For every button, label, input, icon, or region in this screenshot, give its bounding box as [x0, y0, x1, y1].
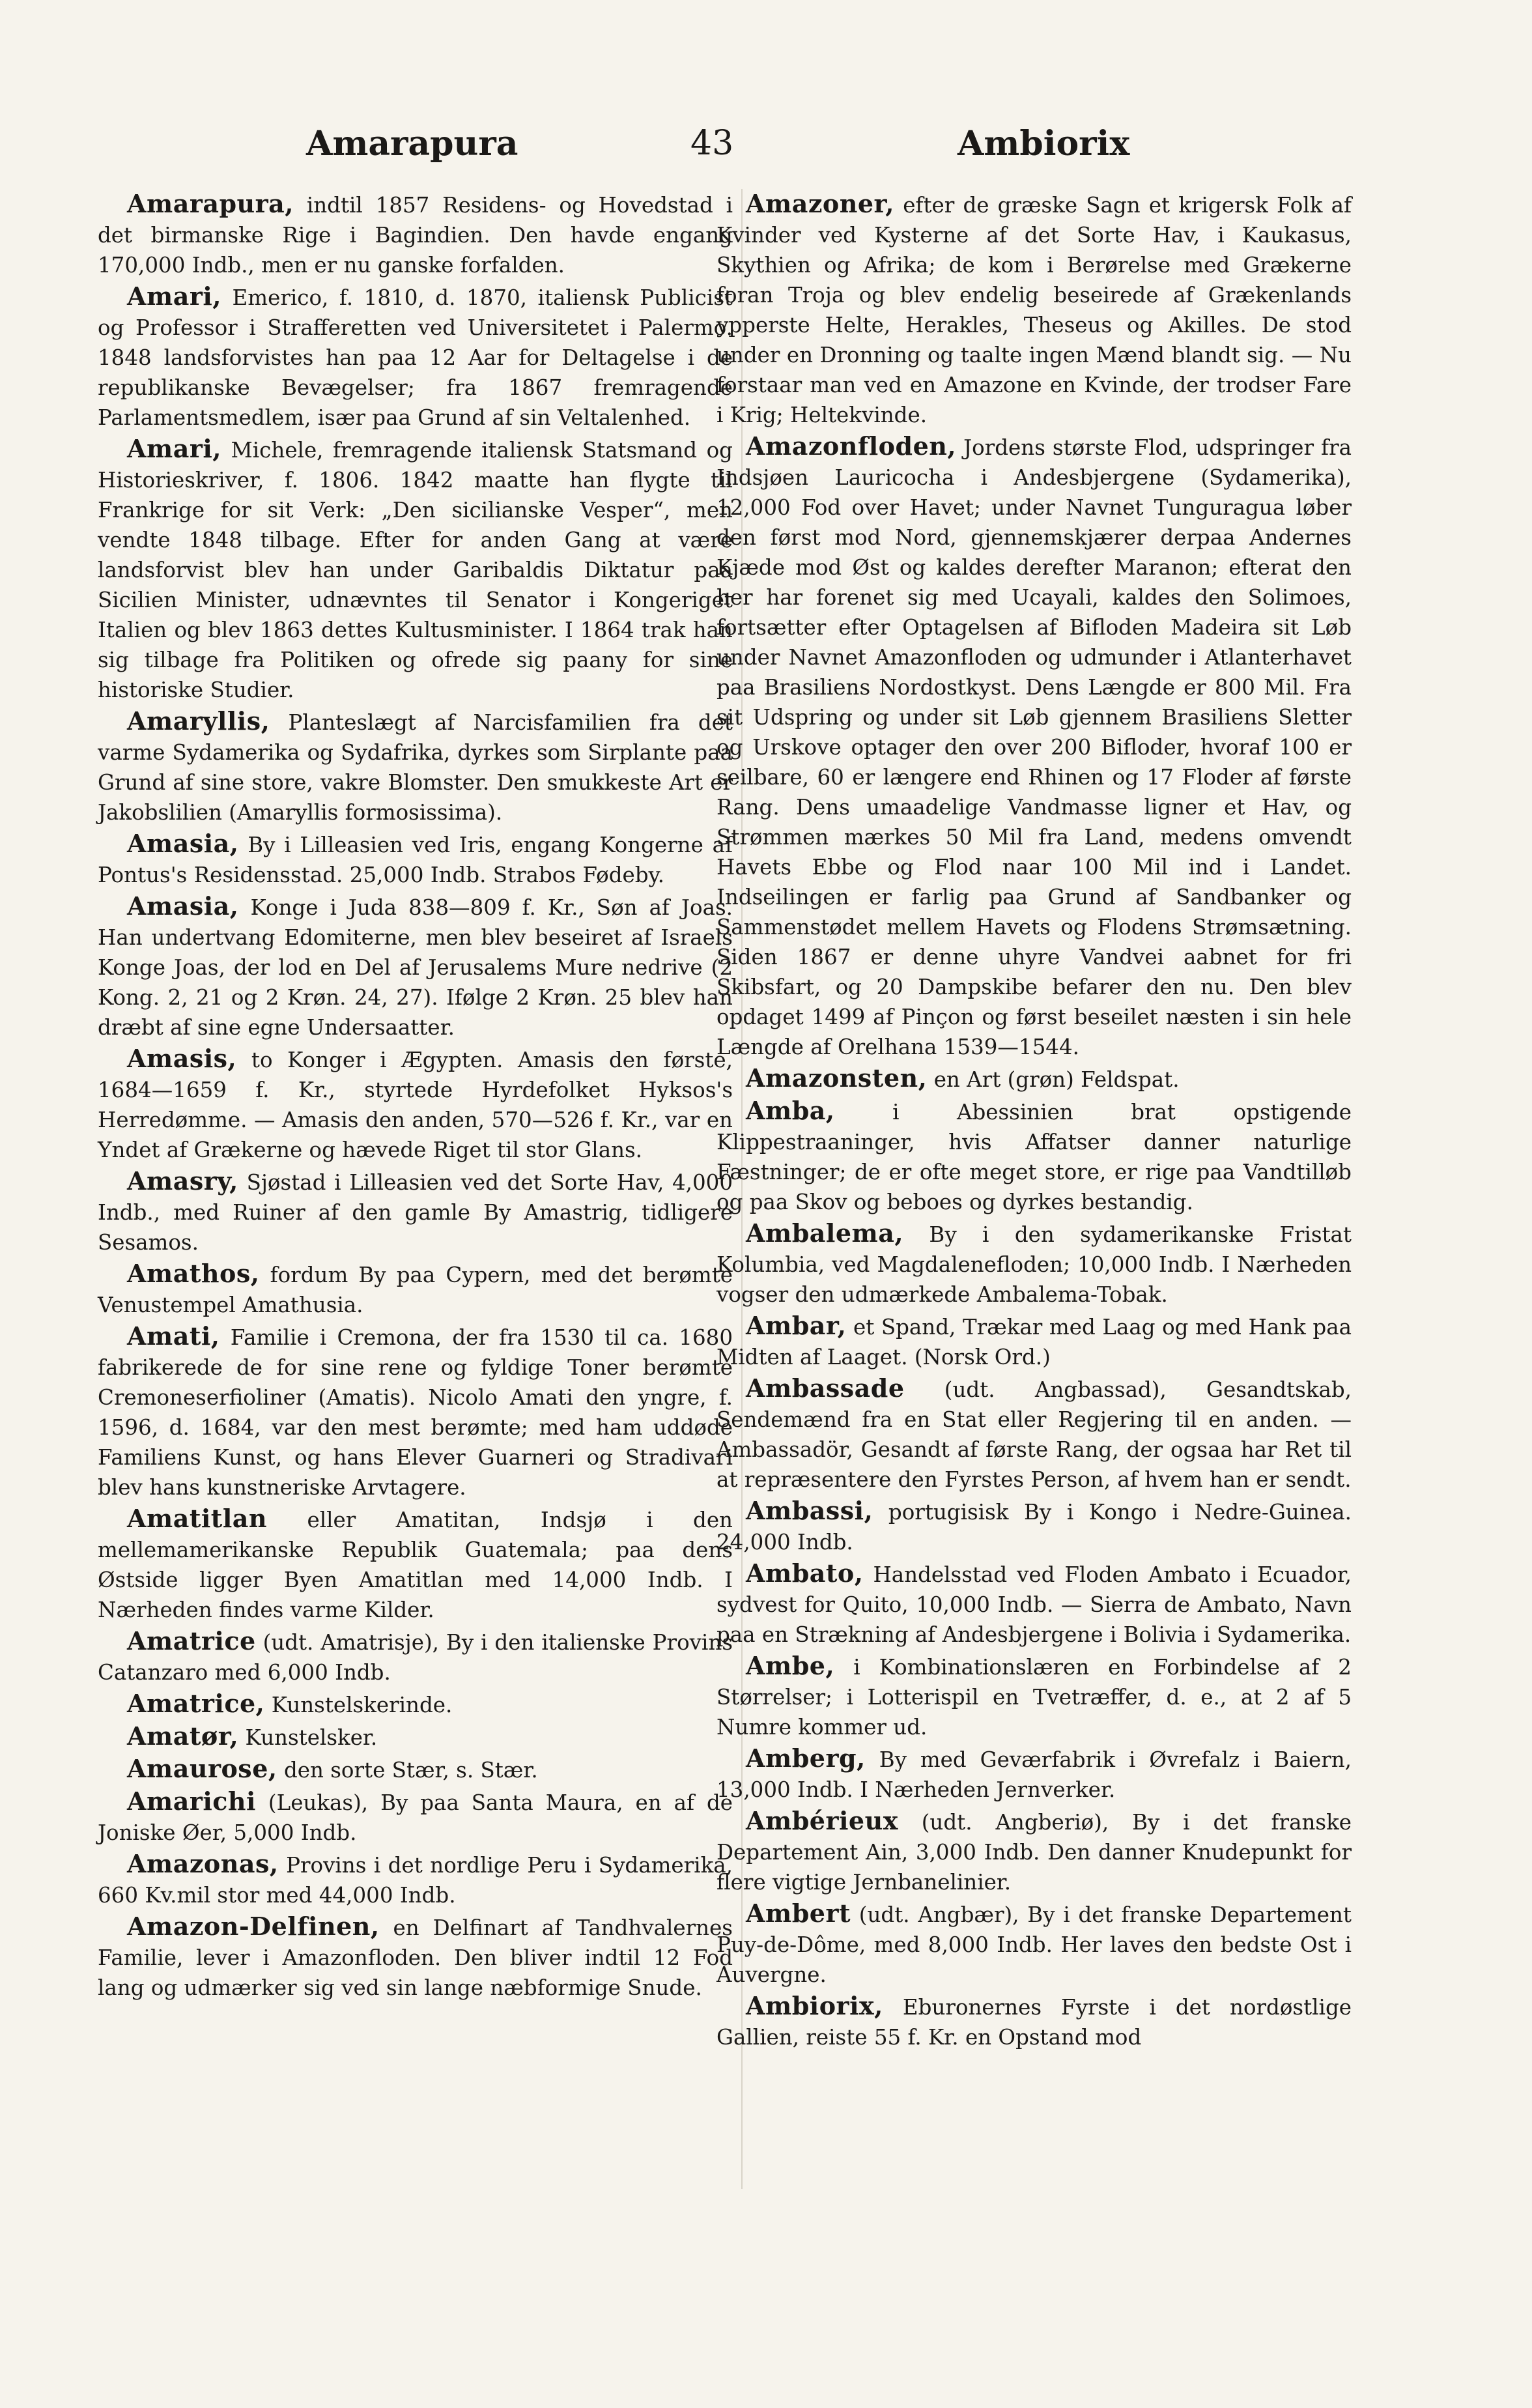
dictionary-entry [716, 1991, 1352, 2052]
page-header [98, 124, 1348, 169]
entry-definition: Eburonernes Fyrste i det nordøstlige Gallien, reiste 55 f. Kr. en Opstand mod [716, 1995, 1352, 2050]
dictionary-entry [98, 1259, 733, 1320]
entry-headword: Ambert [746, 1899, 851, 1928]
entry-headword: Ambalema, [746, 1218, 904, 1248]
entry-headword: Amari, [127, 281, 221, 311]
dictionary-entry [98, 189, 733, 280]
entry-headword: Ambassade [746, 1373, 905, 1403]
entry-headword: Amati, [127, 1321, 220, 1351]
dictionary-entry [98, 706, 733, 827]
dictionary-entry [98, 1626, 733, 1687]
entry-headword: Amazon-Delfinen, [127, 1912, 380, 1941]
entry-definition: (udt. Angbær), By i det franske Departement Puy-de-Dôme, med 8,000 Indb. Her laves den bedste Ost i Auvergne. [716, 1902, 1352, 1987]
dictionary-entry [716, 1218, 1352, 1310]
entry-definition: et Spand, Trækar med Laag og med Hank paa Midten af Laaget. (Norsk Ord.) [716, 1315, 1352, 1369]
entry-headword: Amari, [127, 434, 221, 463]
dictionary-entry [716, 1496, 1352, 1557]
entry-definition: Kunstelskerinde. [264, 1693, 453, 1717]
entry-definition: (udt. Angbassad), Gesandtskab, Sendemænd fra en Stat eller Regjering til en anden. — Ambassadör, Gesandt af første Rang, der ogsaa har Ret til at repræsentere den Fyrstes Person, af hvem han er sendt. [716, 1377, 1352, 1492]
dictionary-entry [716, 1311, 1352, 1372]
entry-definition: Kunstelsker. [238, 1725, 378, 1750]
running-head-left: Amarapura [306, 124, 518, 164]
dictionary-entry [716, 1373, 1352, 1495]
page-number: 43 [690, 124, 734, 163]
dictionary-entry [98, 281, 733, 433]
entry-headword: Amatitlan [127, 1504, 268, 1533]
entry-headword: Amatrice [127, 1626, 256, 1656]
entry-headword: Amazonsten, [746, 1063, 928, 1093]
dictionary-entry [98, 1044, 733, 1165]
dictionary-entry [716, 189, 1352, 430]
dictionary-entry [98, 1689, 733, 1720]
dictionary-entry [716, 1743, 1352, 1805]
entry-definition: Familie i Cremona, der fra 1530 til ca. 1680 fabrikerede de for sine rene og fyldige Toner berømte Cremoneserfioliner (Amatis). Nicolo Amati den yngre, f. 1596, d. 1684, var den mest berømte; med ham uddøde Familiens Kunst, og hans Elever Guarneri og Stradivari blev hans kunstneriske Arvtagere. [98, 1325, 733, 1500]
entry-definition: Konge i Juda 838—809 f. Kr., Søn af Joas. Han undertvang Edomiterne, men blev beseiret af Israels Konge Joas, der lod en Del af Jerusalems Mure nedrive (2 Kong. 2, 21 og 2 Krøn. 24, 27). Ifølge 2 Krøn. 25 blev han dræbt af sine egne Undersaatter. [98, 895, 733, 1040]
entry-definition: Sjøstad i Lilleasien ved det Sorte Hav, 4,000 Indb., med Ruiner af den gamle By Amastrig, tidligere Sesamos. [98, 1170, 733, 1255]
entry-definition: (Leukas), By paa Santa Maura, en af de Joniske Øer, 5,000 Indb. [98, 1790, 733, 1845]
entry-headword: Amasia, [127, 829, 239, 858]
left-column [98, 189, 733, 2004]
entry-definition: Planteslægt af Narcisfamilien fra det varme Sydamerika og Sydafrika, dyrkes som Sirplante paa Grund af sine store, vakre Blomster. Den smukkeste Art er Jakobslilien (Amaryllis formosissima). [98, 710, 733, 825]
dictionary-entry [98, 1754, 733, 1785]
entry-headword: Amaryllis, [127, 706, 270, 736]
entry-definition: By med Geværfabrik i Øvrefalz i Baiern, 13,000 Indb. I Nærheden Jernverker. [716, 1747, 1352, 1802]
entry-definition: eller Amatitan, Indsjø i den mellemamerikanske Republik Guatemala; paa dens Østside ligger Byen Amatitlan med 14,000 Indb. I Nærheden findes varme Kilder. [98, 1508, 733, 1622]
entry-definition: Emerico, f. 1810, d. 1870, italiensk Publicist og Professor i Strafferetten ved Universitetet i Palermo. 1848 landsforvistes han paa 12 Aar for Deltagelse i de republikanske Bevægelser; fra 1867 fremragende Parlamentsmedlem, især paa Grund af sin Veltalenhed. [98, 285, 733, 430]
entry-headword: Amazonfloden, [746, 431, 957, 461]
entry-headword: Amazoner, [746, 189, 895, 218]
right-column [716, 189, 1352, 2054]
entry-definition: By i den sydamerikanske Fristat Kolumbia, ved Magdalenefloden; 10,000 Indb. I Nærheden vogser den udmærkede Ambalema-Tobak. [716, 1222, 1352, 1307]
entry-headword: Amazonas, [127, 1849, 279, 1878]
dictionary-entry [716, 1063, 1352, 1095]
dictionary-entry [98, 891, 733, 1042]
dictionary-entry [98, 829, 733, 890]
entry-definition: Michele, fremragende italiensk Statsmand og Historieskriver, f. 1806. 1842 maatte han flygte til Frankrige for sit Verk: „Den sicilianske Vesper“, men vendte 1848 tilbage. Efter for anden Gang at være landsforvist blev han under Garibaldis Diktatur paa Sicilien Minister, udnævntes til Senator i Kongeriget Italien og blev 1863 dettes Kultusminister. I 1864 trak han sig tilbage fra Politiken og ofrede sig paany for sine historiske Studier. [98, 438, 733, 702]
entry-headword: Ambiorix, [746, 1991, 883, 2020]
entry-headword: Amba, [746, 1096, 835, 1125]
entry-definition: (udt. Amatrisje), By i den italienske Provins Catanzaro med 6,000 Indb. [98, 1630, 733, 1685]
entry-definition: portugisisk By i Kongo i Nedre-Guinea. 24,000 Indb. [716, 1500, 1352, 1555]
entry-definition: i Kombinationslæren en Forbindelse af 2 Størrelser; i Lotterispil en Tvetræffer, d. e., at 2 af 5 Numre kommer ud. [716, 1655, 1352, 1740]
entry-headword: Amathos, [127, 1259, 260, 1288]
dictionary-entry [98, 1912, 733, 2003]
dictionary-entry [98, 434, 733, 705]
entry-definition: i Abessinien brat opstigende Klippestraaninger, hvis Affatser danner naturlige Fæstninger; de er ofte meget store, er rige paa Vandtilløb og paa Skov og beboes og dyrkes bestandig. [716, 1100, 1352, 1214]
entry-headword: Amasia, [127, 891, 239, 921]
dictionary-entry [98, 1166, 733, 1257]
dictionary-entry [716, 1558, 1352, 1650]
dictionary-entry [98, 1721, 733, 1753]
dictionary-entry [98, 1786, 733, 1848]
dictionary-entry [716, 431, 1352, 1062]
entry-definition: en Delfinart af Tandhvalernes Familie, lever i Amazonfloden. Den bliver indtil 12 Fod lang og udmærker sig ved sin lange næbformige Snude. [98, 1915, 733, 2000]
dictionary-entry [716, 1899, 1352, 1990]
entry-headword: Amarichi [127, 1786, 256, 1816]
entry-definition: By i Lilleasien ved Iris, engang Kongerne af Pontus's Residensstad. 25,000 Indb. Strabos Fødeby. [98, 833, 733, 887]
entry-definition: (udt. Angberiø), By i det franske Departement Ain, 3,000 Indb. Den danner Knudepunkt for flere vigtige Jernbanelinier. [716, 1810, 1352, 1895]
entry-definition: Handelsstad ved Floden Ambato i Ecuador, sydvest for Quito, 10,000 Indb. — Sierra de Ambato, Navn paa en Strækning af Andesbjergene i Bolivia i Sydamerika. [716, 1562, 1352, 1647]
entry-definition: den sorte Stær, s. Stær. [277, 1758, 538, 1783]
entry-headword: Ambar, [746, 1311, 847, 1340]
entry-headword: Amatør, [127, 1721, 239, 1751]
entry-definition: Provins i det nordlige Peru i Sydamerika, 660 Kv.mil stor med 44,000 Indb. [98, 1853, 733, 1908]
entry-definition: efter de græske Sagn et krigersk Folk af Kvinder ved Kysterne af det Sorte Hav, i Kaukasus, Skythien og Afrika; de kom i Berørelse med Grækerne foran Troja og blev endelig beseirede af Grækenlands ypperste Helte, Herakles, Theseus og Akilles. De stod under en Dronning og taalte ingen Mænd blandt sig. — Nu forstaar man ved en Amazone en Kvinde, der trodser Fare i Krig; Heltekvinde. [716, 193, 1352, 427]
running-head-right: Ambiorix [958, 124, 1130, 164]
entry-headword: Ambato, [746, 1558, 864, 1588]
entry-definition: to Konger i Ægypten. Amasis den første, 1684—1659 f. Kr., styrtede Hyrdefolket Hyksos's Herredømme. — Amasis den anden, 570—526 f. Kr., var en Yndet af Grækerne og hævede Riget til stor Glans. [98, 1048, 733, 1162]
dictionary-entry [98, 1504, 733, 1625]
entry-headword: Ambassi, [746, 1496, 873, 1525]
entry-headword: Amarapura, [127, 189, 294, 218]
entry-headword: Amasry, [127, 1166, 238, 1196]
entry-definition: Jordens største Flod, udspringer fra Indsjøen Lauricocha i Andesbjergene (Sydamerika), 12,000 Fod over Havet; under Navnet Tunguragua løber den først mod Nord, gjennemskjærer derpaa Andernes Kjæde mod Øst og kaldes derefter Maranon; efterat den her har forenet sig med Ucayali, kaldes den Solimoes, fortsætter efter Optagelsen af Bifloden Madeira sit Løb under Navnet Amazonfloden og udmunder i Atlanterhavet paa Brasiliens Nordostkyst. Dens Længde er 800 Mil. Fra sit Udspring og under sit Løb gjennem Brasiliens Sletter og Urskove optager den over 200 Bifloder, hvoraf 100 er seilbare, 60 er længere end Rhinen og 17 Floder af første Rang. Dens umaadelige Vandmasse ligner et Hav, og Strømmen mærkes 50 Mil fra Land, medens omvendt Havets Ebbe og Flod naar 100 Mil ind i Landet. Indseilingen er farlig paa Grund af Sandbanker og Sammenstødet mellem Havets og Flodens Strømsætning. Siden 1867 er denne uhyre Vandvei aabnet for fri Skibsfart, og 20 Dampskibe befarer den nu. Den blev opdaget 1499 af Pinçon og først beseilet næsten i sin hele Længde af Orelhana 1539—1544. [716, 435, 1352, 1059]
entry-headword: Ambérieux [746, 1806, 898, 1835]
entry-headword: Amatrice, [127, 1689, 265, 1718]
dictionary-entry [716, 1806, 1352, 1897]
entry-definition: indtil 1857 Residens- og Hovedstad i det birmanske Rige i Bagindien. Den havde engang 170,000 Indb., men er nu ganske forfalden. [98, 193, 733, 278]
dictionary-entry [98, 1321, 733, 1502]
entry-definition: en Art (grøn) Feldspat. [927, 1067, 1180, 1092]
dictionary-entry [716, 1096, 1352, 1217]
dictionary-entry [98, 1849, 733, 1910]
entry-definition: fordum By paa Cypern, med det berømte Venustempel Amathusia. [98, 1263, 733, 1317]
entry-headword: Amberg, [746, 1743, 866, 1773]
entry-headword: Amasis, [127, 1044, 237, 1073]
entry-headword: Ambe, [746, 1651, 835, 1680]
entry-headword: Amaurose, [127, 1754, 277, 1783]
dictionary-entry [716, 1651, 1352, 1742]
